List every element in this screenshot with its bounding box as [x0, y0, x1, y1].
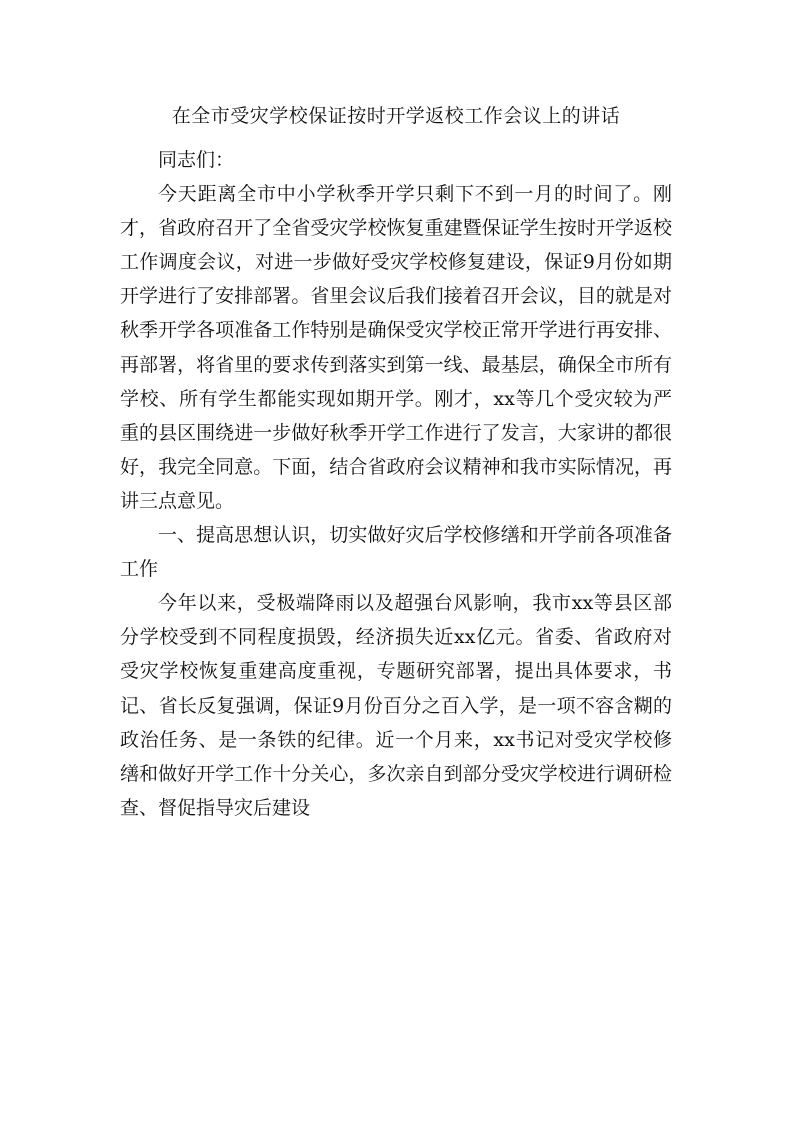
salutation-paragraph: 同志们：	[158, 149, 235, 171]
body-paragraph: 今年以来，受极端降雨以及超强台风影响，我市xx等县区部分学校受到不同程度损毁，经济损失近xx亿元。省委、省政府对受灾学校恢复重建高度重视，专题研究部署，提出具体要求，书记、省长反复强调，保证9月份百分之百入学，是一项不容含糊的政治任务、是一条铁的纪律。近一个月来，xx书记对受灾学校修缮和做好开学工作十分关心，多次亲自到部分受灾学校进行调研检查、督促指导灾后建设	[120, 592, 672, 819]
section-heading-1: 一、提高思想认识，切实做好灾后学校修缮和开学前各项准备工作	[120, 524, 672, 581]
intro-paragraph: 今天距离全市中小学秋季开学只剩下不到一月的时间了。刚才，省政府召开了全省受灾学校恢复重建暨保证学生按时开学返校工作调度会议，对进一步做好受灾学校修复建设，保证9月份如期开学进行了安排部署。省里会议后我们接着召开会议，目的就是对秋季开学各项准备工作特别是确保受灾学校正常开学进行再安排、再部署，将省里的要求传到落实到第一线、最基层，确保全市所有学校、所有学生都能实现如期开学。刚才，xx等几个受灾较为严重的县区围绕进一步做好秋季开学工作进行了发言，大家讲的都很好，我完全同意。下面，结合省政府会议精神和我市实际情况，再讲三点意见。	[120, 183, 672, 512]
document-body	[120, 143, 672, 825]
document-title: 在全市受灾学校保证按时开学返校工作会议上的讲话	[171, 105, 621, 127]
